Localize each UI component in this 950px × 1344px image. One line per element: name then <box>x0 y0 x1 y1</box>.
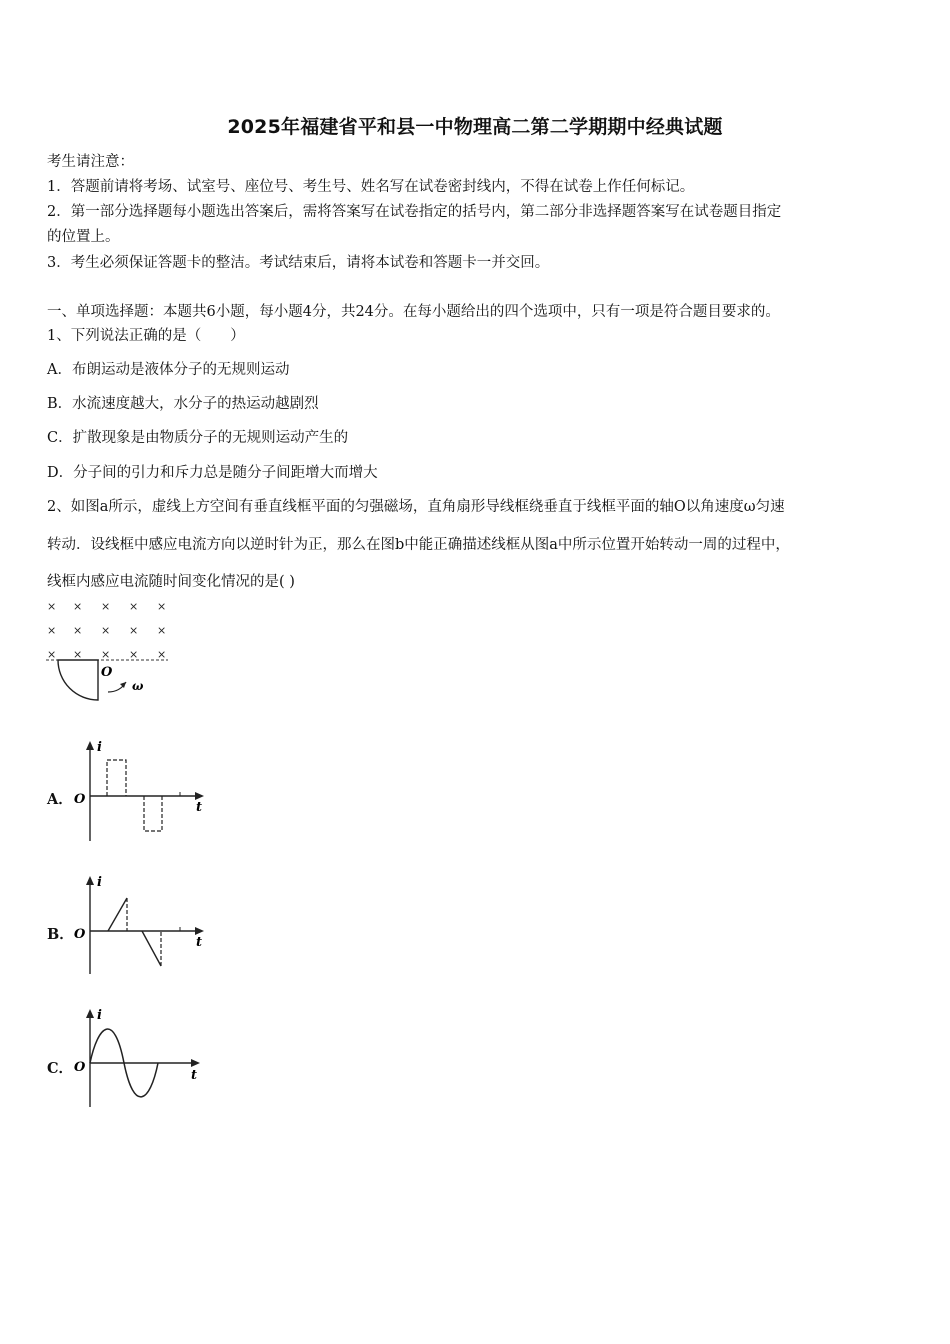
q1-option-c: C．扩散现象是由物质分子的无规则运动产生的 <box>47 430 349 446</box>
q2-option-b-graph[interactable] <box>70 872 210 978</box>
svg-text:×: × <box>101 624 111 637</box>
rotation-arrowhead <box>120 682 126 688</box>
svg-text:×: × <box>129 648 139 661</box>
q2-option-a-label[interactable]: A． <box>47 791 73 808</box>
rising-ramp <box>108 898 127 931</box>
svg-text:×: × <box>157 624 167 637</box>
svg-text:×: × <box>157 600 167 613</box>
origin-label: O <box>74 792 86 807</box>
svg-text:×: × <box>129 624 139 637</box>
svg-text:×: × <box>47 600 57 613</box>
q1-option-d: D．分子间的引力和斥力总是随分子间距增大而增大 <box>47 465 378 481</box>
quarter-circle-frame <box>58 660 98 700</box>
i-axis-arrow <box>86 741 94 750</box>
svg-text:×: × <box>73 624 83 637</box>
positive-pulse <box>107 760 126 796</box>
negative-pulse <box>144 796 162 831</box>
svg-text:×: × <box>47 648 57 661</box>
notice-item: 3．考生必须保证答题卡的整洁。考试结束后，请将本试卷和答题卡一并交回。 <box>47 255 550 271</box>
t-label: t <box>191 1068 198 1083</box>
origin-label: O <box>74 927 86 942</box>
q2-option-a-graph[interactable] <box>70 737 210 843</box>
notice-item: 的位置上。 <box>47 229 120 245</box>
svg-text:×: × <box>73 648 83 661</box>
i-axis-arrow <box>86 1009 94 1018</box>
section-heading: 一、单项选择题：本题共6小题，每小题4分，共24分。在每小题给出的四个选项中，只有一项是符合题目要求的。 <box>47 304 780 320</box>
svg-text:×: × <box>157 648 167 661</box>
omega-label: ω <box>132 679 144 693</box>
svg-text:×: × <box>73 600 83 613</box>
t-axis-arrow <box>195 792 204 800</box>
q2-option-c-graph[interactable] <box>70 1005 210 1111</box>
magnetic-field-crosses <box>47 600 166 661</box>
q2-stem-line: 2、如图a所示，虚线上方空间有垂直线框平面的匀强磁场，直角扇形导线框绕垂直于线框平面的轴O以角速度ω匀速 <box>47 499 785 515</box>
q2-stem-line: 转动．设线框中感应电流方向以逆时针为正，那么在图b中能正确描述线框从图a中所示位置开始转动一周的过程中， <box>47 537 790 553</box>
page-title: 2025年福建省平和县一中物理高二第二学期期中经典试题 <box>227 116 723 138</box>
i-label: i <box>97 875 102 890</box>
notice-item: 2．第一部分选择题每小题选出答案后，需将答案写在试卷指定的括号内，第二部分非选择题答案写在试卷题目指定 <box>47 204 782 220</box>
notice-item: 1．答题前请将考场、试室号、座位号、考生号、姓名写在试卷密封线内，不得在试卷上作任何标记。 <box>47 179 695 195</box>
i-axis-arrow <box>86 876 94 885</box>
q2-stem-line: 线框内感应电流随时间变化情况的是( ) <box>47 574 295 590</box>
t-label: t <box>196 800 203 815</box>
i-label: i <box>97 1008 102 1023</box>
origin-label: O <box>74 1060 86 1075</box>
falling-ramp <box>142 931 161 966</box>
svg-text:×: × <box>47 624 57 637</box>
notice-heading: 考生请注意： <box>47 154 134 170</box>
q1-option-b: B．水流速度越大，水分子的热运动越剧烈 <box>47 396 319 412</box>
svg-text:×: × <box>101 600 111 613</box>
t-label: t <box>196 935 203 950</box>
t-axis-arrow <box>191 1059 200 1067</box>
origin-label: O <box>101 665 113 680</box>
q1-stem: 1、下列说法正确的是（ ） <box>47 328 245 344</box>
i-label: i <box>97 740 102 755</box>
svg-text:×: × <box>101 648 111 661</box>
q2-option-c-label[interactable]: C． <box>47 1060 74 1077</box>
figure-a <box>40 596 180 708</box>
q2-option-b-label[interactable]: B． <box>47 926 74 943</box>
svg-text:×: × <box>129 600 139 613</box>
t-axis-arrow <box>195 927 204 935</box>
q1-option-a: A．布朗运动是液体分子的无规则运动 <box>47 362 290 378</box>
